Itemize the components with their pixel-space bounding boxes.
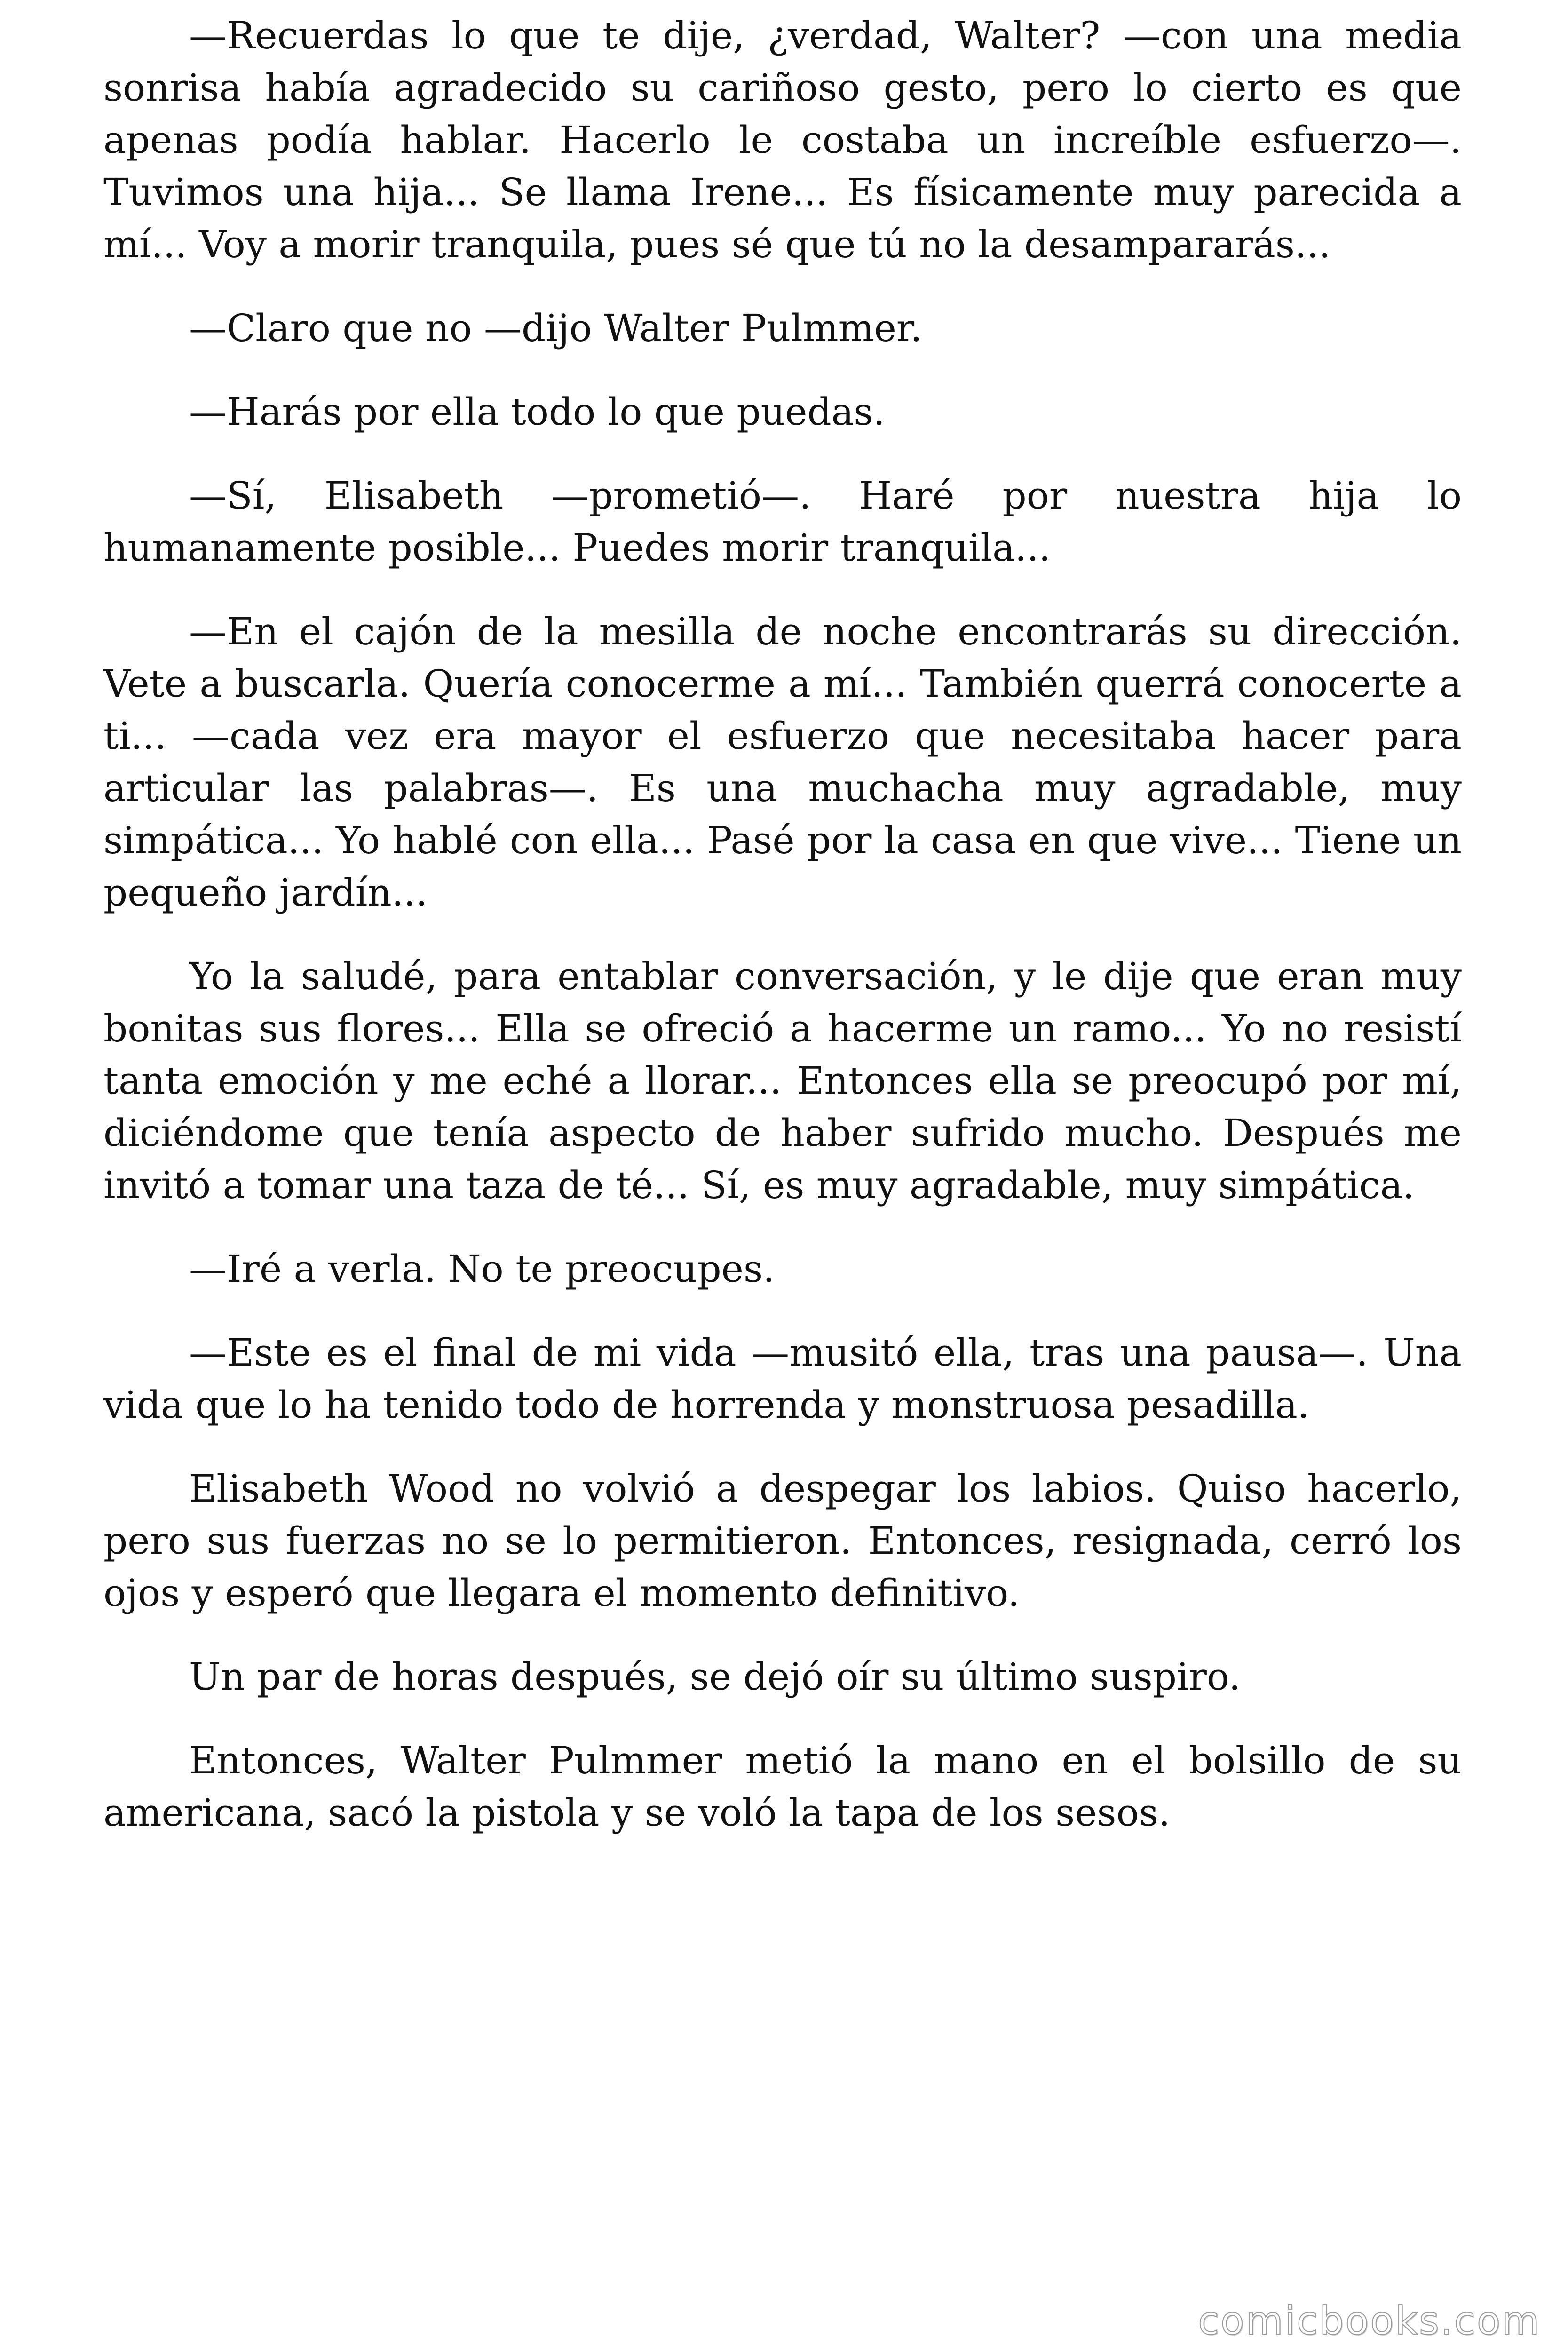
paragraph: —Harás por ella todo lo que puedas. [189, 390, 885, 434]
watermark: comicbooks.com [1198, 2299, 1541, 2344]
paragraph: —Claro que no —dijo Walter Pulmmer. [189, 306, 922, 350]
paragraph: Yo la saludé, para entablar conversación, y le dije que eran muy bonitas sus flores... Ella se ofreció a hacerme un ramo... Yo no resistí tanta emoción y me eché a llorar... Entonces ella se preocupó por mí, diciéndome que tenía aspecto de haber sufrido mucho. Después me invitó a tomar una taza de té... Sí, es muy agradable, muy simpática. [103, 954, 1462, 1207]
paragraph: —Recuerdas lo que te dije, ¿verdad, Walter? —con una media sonrisa había agradecido su cariñoso gesto, pero lo cierto es que apenas podía hablar. Hacerlo le costaba un increíble esfuerzo—. Tuvimos una hija... Se llama Irene... Es físicamente muy parecida a mí... Voy a morir tranquila, pues sé que tú no la desampararás... [103, 14, 1462, 266]
page-body [103, 9, 1462, 1870]
paragraph: —Iré a verla. No te preocupes. [189, 1247, 775, 1291]
paragraph: —En el cajón de la mesilla de noche encontrarás su dirección. Vete a buscarla. Quería conocerme a mí... También querrá conocerte a ti... —cada vez era mayor el esfuerzo que necesitaba hacer para articular las palabras—. Es una muchacha muy agradable, muy simpática... Yo hablé con ella... Pasé por la casa en que vive... Tiene un pequeño jardín... [103, 610, 1462, 914]
paragraph: Entonces, Walter Pulmmer metió la mano en el bolsillo de su americana, sacó la pistola y se voló la tapa de los sesos. [103, 1739, 1462, 1835]
paragraph: Un par de horas después, se dejó oír su último suspiro. [189, 1655, 1241, 1699]
paragraph: Elisabeth Wood no volvió a despegar los labios. Quiso hacerlo, pero sus fuerzas no se lo permitieron. Entonces, resignada, cerró los ojos y esperó que llegara el momento definitivo. [103, 1467, 1462, 1615]
paragraph: —Sí, Elisabeth —prometió—. Haré por nuestra hija lo humanamente posible... Puedes morir tranquila... [103, 474, 1462, 570]
paragraph: —Este es el final de mi vida —musitó ella, tras una pausa—. Una vida que lo ha tenido todo de horrenda y monstruosa pesadilla. [103, 1331, 1462, 1427]
